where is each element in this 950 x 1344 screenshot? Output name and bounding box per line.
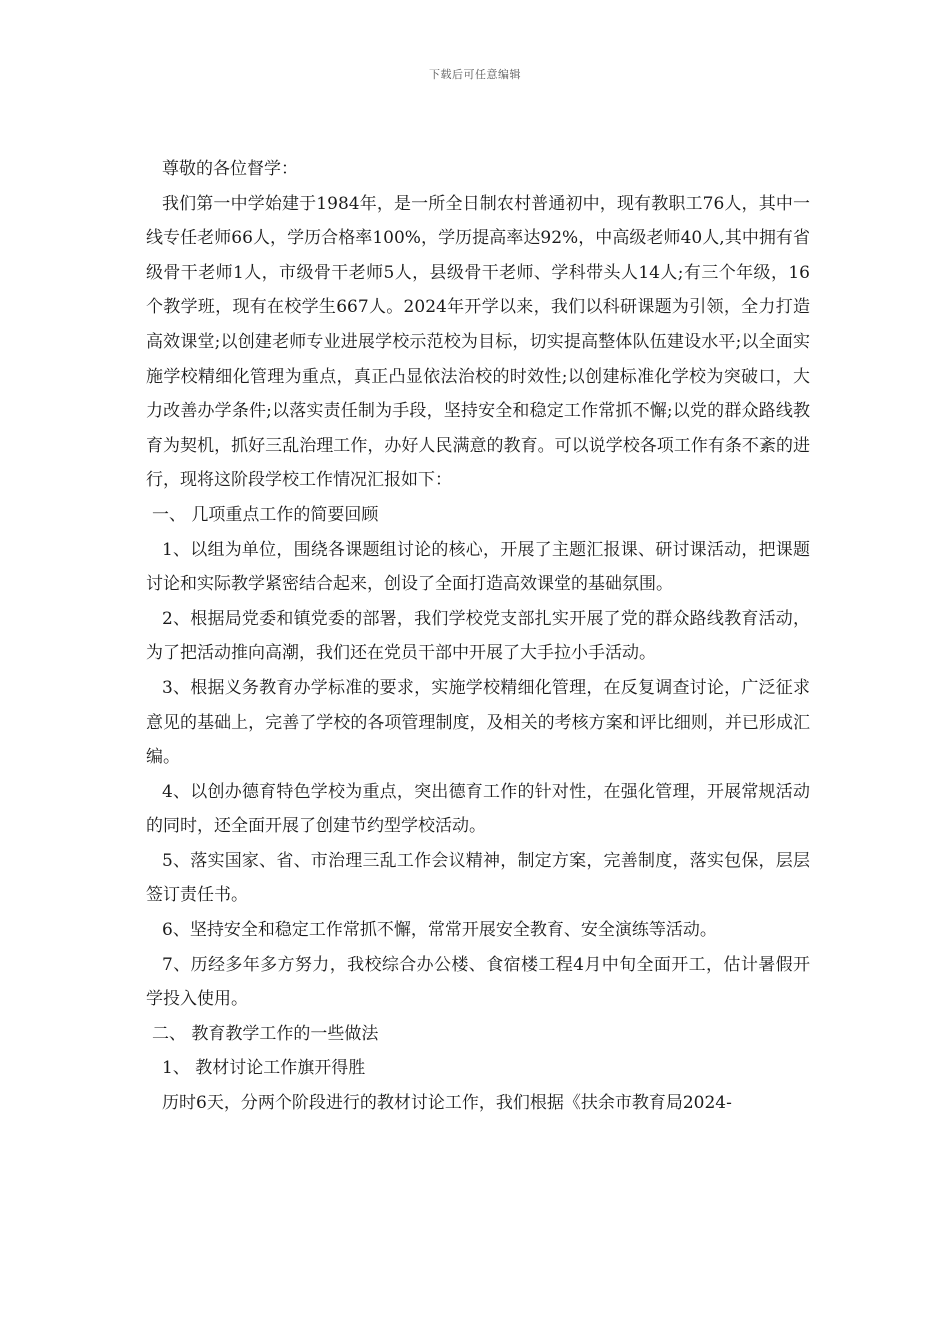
list-item: 1、以组为单位，围绕各课题组讨论的核心，开展了主题汇报课、研讨课活动，把课题讨论和实际教学紧密结合起来，创设了全面打造高效课堂的基础氛围。 (146, 539, 810, 595)
list-item: 6、坚持安全和稳定工作常抓不懈，常常开展安全教育、安全演练等活动。 (162, 920, 717, 941)
document-body (146, 152, 810, 1121)
list-item: 4、以创办德育特色学校为重点，突出德育工作的针对性，在强化管理，开展常规活动的同时，还全面开展了创建节约型学校活动。 (146, 781, 810, 837)
list-item: 5、落实国家、省、市治理三乱工作会议精神，制定方案，完善制度，落实包保，层层签订责任书。 (146, 850, 810, 906)
section2-title: 二、 教育教学工作的一些做法 (152, 1023, 379, 1044)
list-item: 3、根据义务教育办学标准的要求，实施学校精细化管理，在反复调查讨论，广泛征求意见的基础上，完善了学校的各项管理制度，及相关的考核方案和评比细则，并已形成汇编。 (146, 677, 810, 768)
salutation: 尊敬的各位督学： (162, 159, 298, 179)
intro-paragraph: 我们第一中学始建于1984年，是一所全日制农村普通初中，现有教职工76人，其中一线专任老师66人，学历合格率100%，学历提高率达92%，中高级老师40人,其中拥有省级骨干老师1人，市级骨干老师5人，县级骨干老师、学科带头人14人;有三个年级，16个教学班，现有在校学生667人。2024年开学以来，我们以科研课题为引领，全力打造高效课堂;以创建老师专业进展学校示范校为目标，切实提高整体队伍建设水平;以全面实施学校精细化管理为重点，真正凸显依法治校的时效性;以创建标准化学校为突破口，大力改善办学条件;以落实责任制为手段，坚持安全和稳定工作常抓不懈;以党的群众路线教育为契机，抓好三乱治理工作，办好人民满意的教育。可以说学校各项工作有条不紊的进行，现将这阶段学校工作情况汇报如下： (146, 193, 810, 491)
subsection1-text: 历时6天，分两个阶段进行的教材讨论工作，我们根据《扶余市教育局2024- (162, 1093, 732, 1114)
list-item: 7、历经多年多方努力，我校综合办公楼、食宿楼工程4月中旬全面开工，估计暑假开学投入使用。 (146, 954, 810, 1010)
section1-title: 一、 几项重点工作的简要回顾 (152, 504, 379, 525)
subsection1-title: 1、 教材讨论工作旗开得胜 (162, 1058, 366, 1079)
header-note: 下载后可任意编辑 (429, 68, 521, 81)
list-item: 2、根据局党委和镇党委的部署，我们学校党支部扎实开展了党的群众路线教育活动，为了把活动推向高潮，我们还在党员干部中开展了大手拉小手活动。 (146, 608, 810, 664)
